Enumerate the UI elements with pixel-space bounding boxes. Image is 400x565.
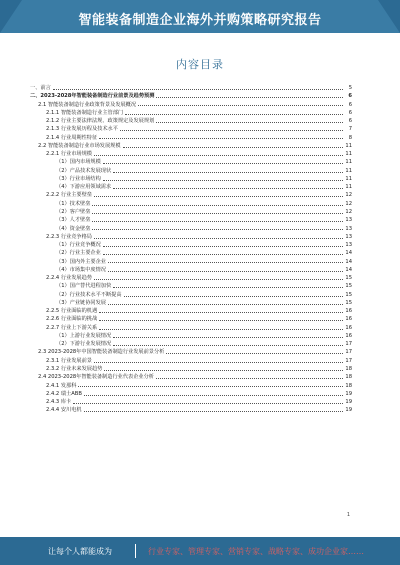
toc-entry-text: 2.2.4 行业发展趋势 — [46, 275, 92, 282]
toc-entry[interactable] — [30, 175, 352, 183]
toc-entry-page: 17 — [345, 349, 352, 356]
toc-entry[interactable] — [30, 191, 352, 199]
toc-entry[interactable] — [30, 142, 352, 150]
toc-entry-text: 2.3 2023-2028年中国智能装备制造行业发展前景分析 — [38, 349, 165, 356]
toc-list — [30, 84, 352, 415]
toc-entry-text: 二、2023-2028年智能装备制造行业前景及趋势预测 — [30, 93, 155, 100]
toc-entry-page: 6 — [348, 101, 352, 108]
toc-entry-text: （3）人才壁垒 — [56, 217, 91, 224]
toc-leader-dots — [108, 304, 343, 305]
toc-leader-dots — [92, 221, 343, 222]
page-number: 1 — [346, 512, 350, 518]
toc-leader-dots — [123, 147, 343, 148]
toc-leader-dots — [103, 180, 343, 181]
toc-entry[interactable] — [30, 291, 352, 299]
toc-entry-text: （3）行业市场结构 — [56, 175, 101, 182]
toc-entry-text: 2.2.3 行业竞争格局 — [46, 233, 92, 240]
toc-entry-page: 18 — [345, 374, 352, 381]
toc-entry-page: 8 — [348, 134, 352, 141]
toc-entry-text: 2.3.1 行业发展前景 — [46, 357, 92, 364]
toc-entry-page: 15 — [345, 291, 352, 298]
toc-entry[interactable] — [30, 125, 352, 133]
toc-entry-page: 12 — [345, 200, 352, 207]
toc-entry-page: 14 — [345, 250, 352, 257]
toc-entry-text: 2.2.6 行业面临的挑战 — [46, 316, 98, 323]
toc-entry[interactable] — [30, 216, 352, 224]
toc-entry-page: 16 — [345, 324, 352, 331]
toc-entry-page: 6 — [348, 93, 352, 100]
toc-leader-dots — [92, 213, 343, 214]
toc-entry[interactable] — [30, 266, 352, 274]
toc-entry-text: 2.4.4 安川电机 — [46, 407, 82, 414]
toc-entry-page: 17 — [345, 341, 352, 348]
toc-entry[interactable] — [30, 167, 352, 175]
report-title: 智能装备制造企业海外并购策略研究报告 — [78, 13, 322, 28]
toc-leader-dots — [84, 395, 343, 396]
toc-leader-dots — [120, 130, 343, 131]
toc-entry-page: 11 — [345, 142, 352, 149]
toc-entry[interactable] — [30, 406, 352, 414]
toc-entry-page: 15 — [345, 275, 352, 282]
toc-entry-text: （1）国内市场规模 — [56, 159, 101, 166]
toc-entry[interactable] — [30, 134, 352, 142]
toc-entry-text: 2.1 智能装备制造行业政策背景及发展概况 — [38, 101, 137, 108]
toc-entry-page: 19 — [345, 407, 352, 414]
toc-leader-dots — [104, 370, 343, 371]
toc-entry-text: （4）下游应用领域需求 — [56, 184, 112, 191]
toc-entry[interactable] — [30, 225, 352, 233]
toc-leader-dots — [113, 287, 343, 288]
toc-leader-dots — [113, 345, 343, 346]
toc-entry-page: 5 — [348, 84, 352, 91]
toc-entry-page: 18 — [345, 382, 352, 389]
toc-entry[interactable] — [30, 315, 352, 323]
toc-entry-page: 13 — [345, 217, 352, 224]
toc-entry-page: 15 — [345, 299, 352, 306]
toc-leader-dots — [103, 163, 343, 164]
toc-leader-dots — [108, 262, 343, 263]
toc-leader-dots — [138, 105, 343, 106]
toc-entry-text: 一、前言 — [30, 84, 51, 91]
toc-entry[interactable] — [30, 390, 352, 398]
toc-entry-text: （1）国产替代进程加快 — [56, 283, 112, 290]
toc-leader-dots — [156, 378, 343, 379]
toc-leader-dots — [113, 337, 343, 338]
toc-entry-page: 14 — [345, 266, 352, 273]
toc-entry-page: 12 — [345, 208, 352, 215]
toc-entry[interactable] — [30, 299, 352, 307]
toc-entry-text: 2.4.2 瑞士ABB — [46, 390, 82, 397]
toc-entry-text: 2.2.1 行业市场规模 — [46, 151, 92, 158]
toc-entry-text: 2.4.1 发那科 — [46, 382, 77, 389]
toc-entry[interactable] — [30, 109, 352, 117]
toc-leader-dots — [166, 353, 343, 354]
toc-entry-text: 2.2.7 行业上下游关系 — [46, 324, 98, 331]
toc-entry-page: 19 — [345, 390, 352, 397]
toc-leader-dots — [99, 329, 343, 330]
footer-slogan: 让每个人都能成为 — [48, 547, 112, 556]
toc-entry[interactable] — [30, 92, 352, 100]
toc-leader-dots — [94, 238, 343, 239]
toc-leader-dots — [113, 172, 343, 173]
toc-entry-page: 6 — [348, 109, 352, 116]
toc-leader-dots — [125, 114, 343, 115]
toc-entry[interactable] — [30, 332, 352, 340]
toc-leader-dots — [103, 246, 343, 247]
toc-entry-page: 14 — [345, 258, 352, 265]
toc-entry-text: 2.1.4 行业周期性特征 — [46, 134, 98, 141]
toc-entry-text: （2）下游行业发展情况 — [56, 341, 112, 348]
toc-entry-page: 16 — [345, 316, 352, 323]
toc-leader-dots — [73, 403, 343, 404]
toc-entry-text: 2.4.3 库卡 — [46, 399, 72, 406]
toc-entry[interactable] — [30, 258, 352, 266]
toc-leader-dots — [103, 254, 343, 255]
toc-entry-text: 2.1.1 智能装备制造行业主管部门 — [46, 109, 124, 116]
toc-entry[interactable] — [30, 208, 352, 216]
toc-entry-page: 16 — [345, 308, 352, 315]
toc-entry-text: （2）行业主要企业 — [56, 250, 101, 257]
toc-entry-page: 13 — [345, 233, 352, 240]
toc-leader-dots — [124, 296, 343, 297]
toc-leader-dots — [99, 320, 343, 321]
toc-leader-dots — [53, 89, 343, 90]
toc-entry[interactable] — [30, 274, 352, 282]
page-header — [0, 0, 400, 33]
toc-leader-dots — [92, 205, 343, 206]
toc-entry-page: 11 — [345, 175, 352, 182]
toc-leader-dots — [94, 196, 343, 197]
toc-entry-page: 11 — [345, 151, 352, 158]
toc-entry-page: 7 — [348, 126, 352, 133]
toc-entry-text: （2）行业技术水平不断提高 — [56, 291, 122, 298]
toc-entry[interactable] — [30, 101, 352, 109]
toc-entry-text: 2.2.5 行业面临的机遇 — [46, 308, 98, 315]
toc-entry[interactable] — [30, 382, 352, 390]
toc-leader-dots — [94, 362, 343, 363]
toc-entry-text: （3）国内外主要企业 — [56, 258, 106, 265]
toc-entry[interactable] — [30, 158, 352, 166]
toc-entry[interactable] — [30, 398, 352, 406]
footer-tagline: 行业专家、管理专家、营销专家、战略专家、成功企业家…… — [148, 547, 364, 556]
toc-entry-page: 18 — [345, 366, 352, 373]
toc-entry-text: 2.1.2 行业主要法律法规、政策规定及发展规划 — [46, 118, 155, 125]
toc-leader-dots — [156, 122, 343, 123]
toc-entry-page: 13 — [345, 242, 352, 249]
toc-entry[interactable] — [30, 84, 352, 92]
toc-entry-text: （2）产品技术发展现状 — [56, 167, 112, 174]
toc-entry[interactable] — [30, 324, 352, 332]
toc-entry[interactable] — [30, 349, 352, 357]
toc-heading: 内容目录 — [176, 58, 224, 71]
toc-entry-page: 11 — [345, 184, 352, 191]
toc-entry-text: （1）技术壁垒 — [56, 200, 91, 207]
toc-entry[interactable] — [30, 233, 352, 241]
toc-leader-dots — [94, 279, 343, 280]
toc-leader-dots — [99, 312, 343, 313]
toc-entry-text: （4）资金壁垒 — [56, 225, 91, 232]
toc-entry-text: 2.2.2 行业主要壁垒 — [46, 192, 92, 199]
toc-entry-page: 11 — [345, 167, 352, 174]
toc-entry[interactable] — [30, 183, 352, 191]
toc-entry[interactable] — [30, 249, 352, 257]
toc-entry-text: （2）客户壁垒 — [56, 208, 91, 215]
toc-entry-page: 19 — [345, 399, 352, 406]
toc-entry[interactable] — [30, 150, 352, 158]
toc-leader-dots — [84, 411, 343, 412]
toc-entry-text: 2.4 2023-2028年智能装备制造行业代表企业分析 — [38, 374, 154, 381]
toc-leader-dots — [92, 229, 343, 230]
toc-leader-dots — [94, 155, 343, 156]
toc-entry[interactable] — [30, 200, 352, 208]
toc-entry-text: 2.3.2 行业未来发展趋势 — [46, 366, 103, 373]
toc-entry[interactable] — [30, 282, 352, 290]
toc-entry-text: （1）上游行业发展情况 — [56, 332, 112, 339]
toc-entry-text: （1）行业竞争概况 — [56, 242, 101, 249]
toc-entry[interactable] — [30, 373, 352, 381]
toc-entry[interactable] — [30, 307, 352, 315]
toc-entry-page: 16 — [345, 332, 352, 339]
toc-leader-dots — [113, 188, 343, 189]
toc-entry-text: （4）市场集中度情况 — [56, 266, 106, 273]
toc-entry[interactable] — [30, 357, 352, 365]
toc-leader-dots — [108, 271, 343, 272]
toc-leader-dots — [78, 386, 343, 387]
toc-entry[interactable] — [30, 241, 352, 249]
toc-leader-dots — [99, 138, 343, 139]
header-right-decoration — [378, 0, 400, 33]
toc-entry-page: 6 — [348, 118, 352, 125]
toc-leader-dots — [156, 97, 343, 98]
toc-entry-page: 17 — [345, 357, 352, 364]
footer-divider — [135, 544, 136, 558]
toc-entry-page: 13 — [345, 225, 352, 232]
toc-entry-page: 15 — [345, 283, 352, 290]
toc-entry[interactable] — [30, 340, 352, 348]
page-footer — [0, 537, 400, 565]
toc-entry-text: （3）产业链协同发展 — [56, 299, 106, 306]
toc-entry-text: 2.1.3 行业发展历程及技术水平 — [46, 126, 118, 133]
toc-entry[interactable] — [30, 117, 352, 125]
toc-entry-text: 2.2 智能装备制造行业市场发展规模 — [38, 142, 121, 149]
toc-entry[interactable] — [30, 365, 352, 373]
toc-entry-page: 12 — [345, 192, 352, 199]
toc-entry-page: 11 — [345, 159, 352, 166]
